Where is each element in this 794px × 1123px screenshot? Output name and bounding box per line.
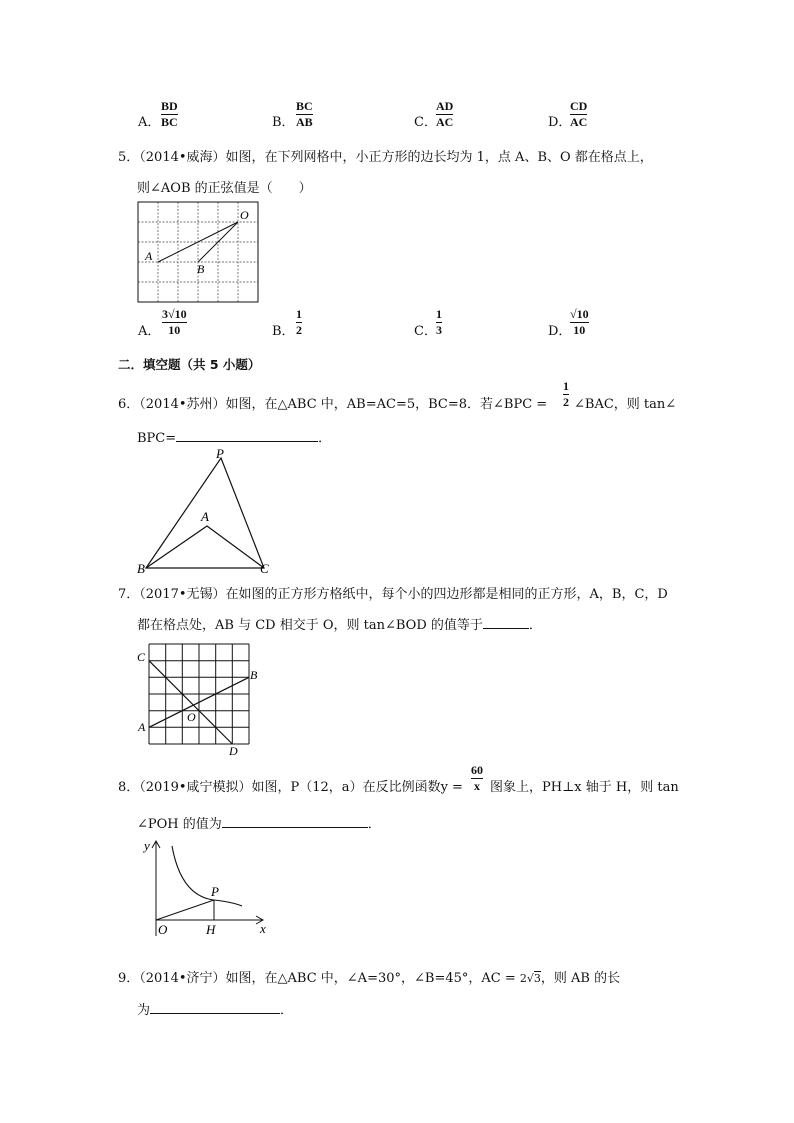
q8-label-o: O bbox=[158, 922, 168, 937]
q6-label-c: C bbox=[260, 561, 269, 576]
denominator: 2 bbox=[563, 395, 569, 409]
denominator: 3 bbox=[436, 323, 442, 337]
q8-segment-op bbox=[156, 900, 214, 920]
numerator: 1 bbox=[296, 307, 302, 321]
q5-grid-figure bbox=[136, 199, 264, 305]
numerator: CD bbox=[570, 99, 588, 113]
numerator: 1 bbox=[436, 307, 442, 321]
q4-option-b-letter: B． bbox=[272, 115, 295, 130]
q8-graph-figure bbox=[136, 836, 274, 940]
q8-stem-line1b: 图象上，PH⊥x 轴于 H，则 tan bbox=[490, 780, 679, 795]
q4-option-c-fraction bbox=[436, 100, 453, 129]
q7-label-o: O bbox=[187, 710, 196, 724]
q9-coefficient: 2 bbox=[519, 972, 527, 985]
q8-label-h: H bbox=[206, 922, 216, 937]
q9-radicand: 3 bbox=[533, 972, 541, 985]
q5-option-a-letter: A． bbox=[138, 324, 161, 339]
q6-triangle-abc bbox=[146, 526, 264, 568]
q8-answer-blank[interactable] bbox=[222, 815, 368, 828]
q5-stem-line2: 则∠AOB 的正弦值是（ ） bbox=[137, 181, 312, 196]
q7-stem-text: 都在格点处，AB 与 CD 相交于 O，则 tan∠BOD 的值等于 bbox=[137, 618, 483, 633]
q4-option-a-fraction bbox=[161, 100, 178, 129]
q7-label-c: C bbox=[137, 650, 146, 664]
q6-half-fraction bbox=[563, 380, 569, 409]
q5-option-d-letter: D． bbox=[548, 324, 572, 339]
q8-stem-text: ∠POH 的值为 bbox=[137, 817, 222, 832]
q9-stem-text: 为 bbox=[137, 1003, 151, 1018]
q5-stem-line1: 5．（2014•威海）如图，在下列网格中，小正方形的边长均为 1，点 A、B、O 都在格点上， bbox=[118, 150, 653, 165]
q5-label-o: O bbox=[240, 208, 249, 222]
q7-stem-line1: 7．（2017•无锡）在如图的正方形方格纸中，每个小的四边形都是相同的正方形，A，B，C，D bbox=[118, 587, 668, 602]
q8-label-x: x bbox=[260, 921, 266, 936]
q6-stem-line2: BPC= ． bbox=[137, 431, 332, 446]
q5-option-d-fraction bbox=[570, 308, 589, 337]
q5-label-a: A bbox=[145, 249, 153, 263]
denominator: 10 bbox=[573, 323, 586, 337]
q4-option-a-letter: A． bbox=[138, 115, 161, 130]
q7-label-a: A bbox=[138, 720, 146, 734]
q7-stem-line2: 都在格点处，AB 与 CD 相交于 O，则 tan∠BOD 的值等于 ． bbox=[137, 618, 542, 633]
q5-option-b-fraction bbox=[296, 308, 302, 337]
q6-triangle-figure bbox=[132, 446, 277, 576]
q8-function-fraction bbox=[471, 764, 483, 793]
q9-stem-text-b: ，则 AB 的长 bbox=[540, 971, 621, 986]
denominator: AB bbox=[296, 115, 313, 129]
q4-option-d-fraction bbox=[570, 100, 587, 129]
q6-stem-line1b: ∠BAC，则 tan∠ bbox=[574, 397, 677, 412]
q6-answer-blank[interactable] bbox=[176, 429, 318, 442]
q6-label-p: P bbox=[216, 446, 224, 461]
q5-option-c-fraction bbox=[436, 308, 442, 337]
q4-option-c-letter: C． bbox=[414, 115, 437, 130]
q8-label-y: y bbox=[144, 838, 150, 853]
q6-label-a: A bbox=[201, 509, 209, 524]
numerator: BD bbox=[161, 99, 178, 113]
q9-stem-line2: 为 ． bbox=[137, 1003, 294, 1018]
q7-grid-lines bbox=[149, 644, 249, 744]
q7-answer-blank[interactable] bbox=[483, 616, 529, 629]
q8-label-p: P bbox=[211, 884, 219, 899]
q8-hyperbola-curve bbox=[172, 846, 242, 906]
numerator: BC bbox=[296, 99, 313, 113]
denominator: AC bbox=[436, 115, 454, 129]
numerator: AD bbox=[436, 99, 454, 113]
q6-label-b: B bbox=[137, 561, 145, 576]
q7-segment-cd bbox=[149, 661, 232, 744]
q9-stem-line1 bbox=[118, 967, 620, 986]
q5-option-c-letter: C． bbox=[414, 324, 437, 339]
q5-option-a-fraction bbox=[162, 308, 187, 337]
numerator: 60 bbox=[471, 763, 483, 777]
denominator: AC bbox=[570, 115, 588, 129]
q7-label-b: B bbox=[250, 668, 258, 682]
section-fill-in-title: 二．填空题（共 5 小题） bbox=[118, 357, 261, 372]
q9-sqrt-sign: √ bbox=[526, 972, 534, 985]
denominator: x bbox=[474, 779, 480, 793]
q6-answer-prefix: BPC= bbox=[137, 431, 177, 446]
q7-label-d: D bbox=[229, 744, 238, 758]
numerator: 3√10 bbox=[162, 307, 187, 321]
q8-stem-line2: ∠POH 的值为 ． bbox=[137, 817, 381, 832]
numerator: 1 bbox=[563, 379, 569, 393]
q4-option-d-letter: D． bbox=[548, 115, 572, 130]
q6-stem-line1a: 6．（2014•苏州）如图，在△ABC 中，AB=AC=5，BC=8．若∠BPC = bbox=[118, 397, 548, 412]
q8-stem-line1a: 8．（2019•咸宁模拟）如图，P（12，a）在反比例函数y = bbox=[118, 780, 463, 795]
q9-answer-blank[interactable] bbox=[150, 1001, 280, 1014]
q7-grid-figure bbox=[134, 640, 264, 758]
q9-stem-text-a: 9．（2014•济宁）如图，在△ABC 中，∠A=30°，∠B=45°，AC = bbox=[118, 971, 516, 986]
denominator: 2 bbox=[296, 323, 302, 337]
denominator: 10 bbox=[168, 323, 181, 337]
q5-label-b: B bbox=[197, 262, 205, 276]
denominator: BC bbox=[161, 115, 178, 129]
q5-option-b-letter: B． bbox=[272, 324, 295, 339]
numerator: √10 bbox=[570, 307, 589, 321]
q4-option-b-fraction bbox=[296, 100, 313, 129]
